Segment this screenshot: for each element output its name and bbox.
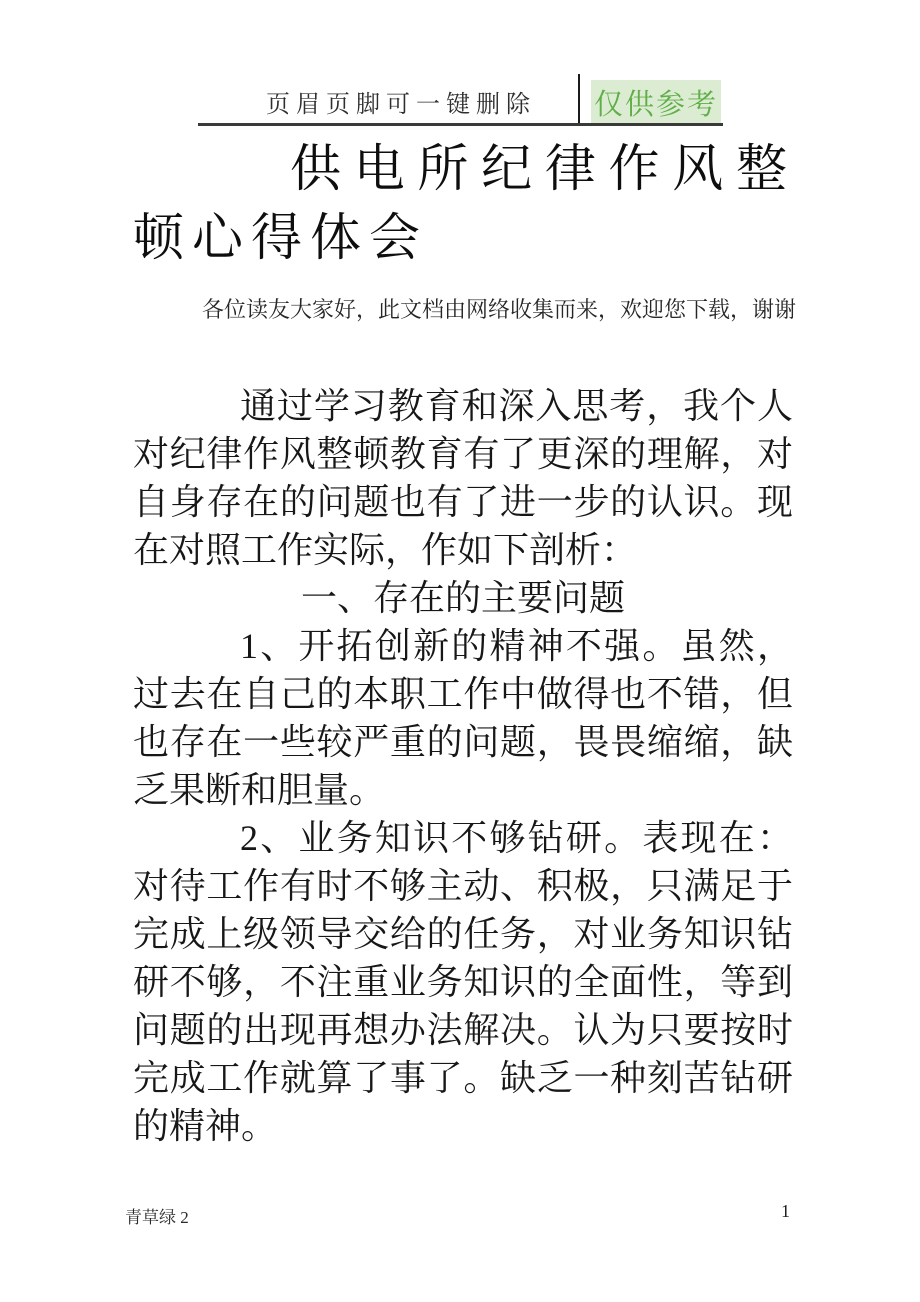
body-paragraph-2: 1、开拓创新的精神不强。虽然，过去在自己的本职工作中做得也不错，但也存在一些较严重的问题，畏畏缩缩，缺乏果断和胆量。 [133,626,793,810]
header-note: 页眉页脚可一键删除 [266,92,536,118]
reference-only-badge: 仅供参考 [591,80,721,124]
header-divider-line [578,74,580,125]
section-heading-1: 一、存在的主要问题 [300,578,625,618]
body-paragraph-3: 2、业务知识不够钻研。表现在：对待工作有时不够主动、积极，只满足于完成上级领导交给的任务，对业务知识钻研不够，不注重业务知识的全面性，等到问题的出现再想办法解决。认为只要按时完成工作就算了事了。缺乏一种刻苦钻研的精神。 [133,818,793,1146]
document-body [133,382,793,1150]
body-paragraph-1: 通过学习教育和深入思考，我个人对纪律作风整顿教育有了更深的理解，对自身存在的问题也有了进一步的认识。现在对照工作实际，作如下剖析： [133,386,793,570]
header-rule [198,123,723,126]
greeting-line: 各位读友大家好，此文档由网络收集而来，欢迎您下载，谢谢 [202,297,797,322]
footer-author-tag: 青草绿 2 [125,1208,189,1227]
page-title: 供电所纪律作风整顿心得体会 [133,142,795,267]
footer-page-number: 1 [781,1201,790,1221]
